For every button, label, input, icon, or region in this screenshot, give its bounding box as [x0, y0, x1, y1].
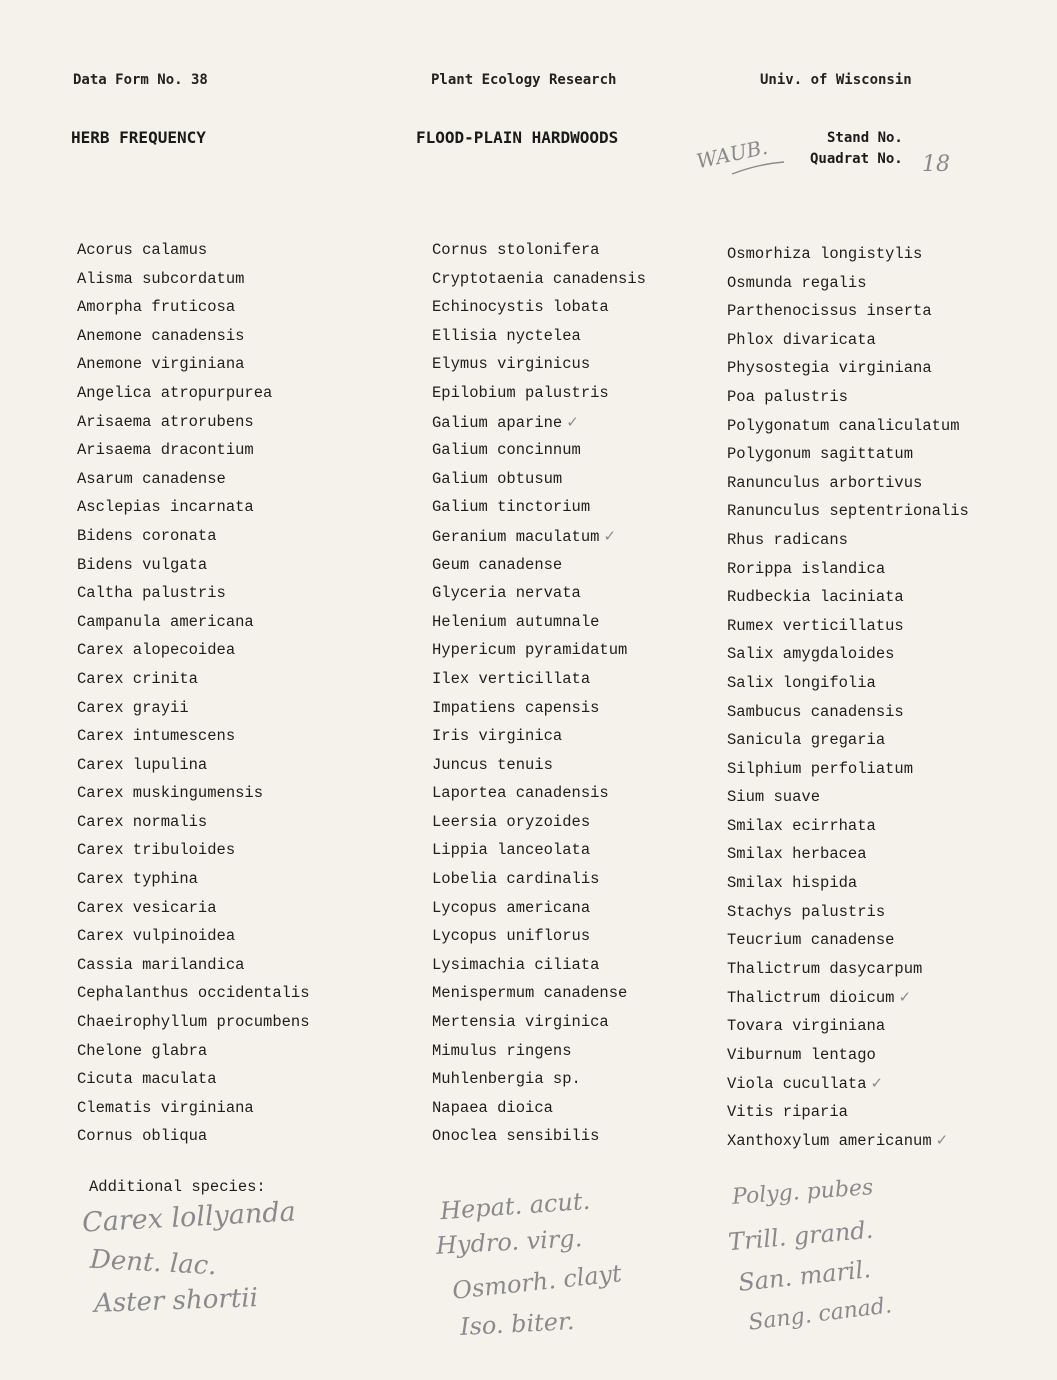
species-name: Sanicula gregaria	[727, 731, 886, 750]
species-name: Carex typhina	[77, 870, 198, 889]
species-name: Tovara virginiana	[727, 1017, 886, 1036]
species-name: Rumex verticillatus	[727, 616, 904, 635]
species-item	[727, 783, 969, 812]
species-item	[432, 636, 646, 665]
species-item	[432, 779, 646, 808]
species-name: Clematis virginiana	[77, 1098, 254, 1117]
species-item	[727, 412, 969, 441]
species-name: Sium suave	[727, 788, 821, 807]
species-name: Carex intumescens	[77, 727, 236, 746]
species-item	[432, 493, 646, 522]
checkmark-icon: ✓	[898, 988, 912, 1007]
species-item	[77, 808, 310, 837]
species-item	[432, 322, 646, 351]
species-item	[77, 751, 310, 780]
species-item	[432, 522, 646, 551]
species-name: Bidens vulgata	[77, 555, 208, 574]
species-name: Salix amygdaloides	[727, 645, 895, 664]
species-item	[77, 694, 310, 723]
species-item	[77, 436, 310, 465]
species-name: Hypericum pyramidatum	[432, 641, 628, 660]
species-item	[432, 751, 646, 780]
species-item	[727, 612, 969, 641]
species-item	[432, 465, 646, 494]
species-name: Leersia oryzoides	[432, 812, 591, 831]
species-item	[727, 497, 969, 526]
species-item	[432, 608, 646, 637]
species-name: Lycopus americana	[432, 898, 591, 917]
species-name: Galium obtusum	[432, 469, 563, 488]
additional-col3-line2: Trill. grand.	[727, 1215, 875, 1257]
species-item	[77, 465, 310, 494]
species-item	[77, 608, 310, 637]
species-column-3	[727, 240, 969, 1155]
species-name: Polygonatum canaliculatum	[727, 416, 960, 435]
species-name: Osmunda regalis	[727, 273, 867, 292]
species-item	[432, 808, 646, 837]
species-name: Thalictrum dioicum	[727, 989, 895, 1008]
species-name: Rhus radicans	[727, 530, 848, 549]
species-item	[432, 722, 646, 751]
species-item	[432, 579, 646, 608]
species-name: Ellisia nyctelea	[432, 326, 581, 345]
checkmark-icon: ✓	[870, 1074, 884, 1093]
additional-col2-line1: Hepat. acut.	[439, 1186, 591, 1226]
species-item	[432, 1094, 646, 1123]
species-item	[77, 579, 310, 608]
checkmark-icon: ✓	[603, 526, 617, 545]
species-name: Rudbeckia laciniata	[727, 588, 904, 607]
species-name: Iris virginica	[432, 727, 563, 746]
species-item	[727, 1041, 969, 1070]
species-name: Cryptotaenia canadensis	[432, 269, 646, 288]
species-item	[77, 1065, 310, 1094]
species-name: Epilobium palustris	[432, 383, 609, 402]
species-name: Smilax herbacea	[727, 845, 867, 864]
additional-col3-line1: Polyg. pubes	[731, 1175, 875, 1210]
species-name: Teucrium canadense	[727, 931, 895, 950]
species-name: Viburnum lentago	[727, 1045, 876, 1064]
species-name: Caltha palustris	[77, 584, 226, 603]
species-name: Arisaema atrorubens	[77, 412, 254, 431]
stand-number-label: Stand No.	[827, 130, 903, 146]
species-item	[77, 779, 310, 808]
species-name: Sambucus canadensis	[727, 702, 904, 721]
species-name: Juncus tenuis	[432, 755, 553, 774]
species-item	[77, 322, 310, 351]
species-item	[432, 979, 646, 1008]
species-name: Viola cucullata	[727, 1075, 867, 1094]
species-name: Silphium perfoliatum	[727, 759, 914, 778]
species-item	[727, 326, 969, 355]
species-item	[727, 840, 969, 869]
species-name: Mertensia virginica	[432, 1013, 609, 1032]
species-item	[77, 951, 310, 980]
additional-species-label: Additional species:	[89, 1178, 266, 1196]
species-item	[77, 1008, 310, 1037]
species-name: Acorus calamus	[77, 241, 208, 259]
species-item	[77, 493, 310, 522]
species-item	[77, 636, 310, 665]
species-item	[432, 1037, 646, 1066]
species-name: Stachys palustris	[727, 902, 886, 921]
species-item	[727, 383, 969, 412]
species-item	[77, 722, 310, 751]
species-name: Xanthoxylum americanum	[727, 1132, 932, 1151]
form-number: Data Form No. 38	[73, 72, 208, 88]
species-item	[432, 236, 646, 265]
species-name: Bidens coronata	[77, 526, 217, 545]
species-name: Smilax hispida	[727, 874, 858, 893]
species-item	[432, 436, 646, 465]
species-item	[727, 869, 969, 898]
species-item	[432, 1008, 646, 1037]
species-name: Cornus obliqua	[77, 1127, 208, 1146]
species-name: Impatiens capensis	[432, 698, 600, 717]
species-name: Poa palustris	[727, 387, 848, 406]
species-name: Glyceria nervata	[432, 584, 581, 603]
species-item	[727, 698, 969, 727]
species-name: Ranunculus septentrionalis	[727, 502, 969, 521]
species-name: Lobelia cardinalis	[432, 870, 600, 889]
species-item	[727, 955, 969, 984]
species-name: Carex normalis	[77, 812, 208, 831]
species-item	[727, 1098, 969, 1127]
species-name: Anemone virginiana	[77, 355, 245, 374]
species-name: Ranunculus arbortivus	[727, 473, 923, 492]
species-name: Mimulus ringens	[432, 1041, 572, 1060]
checkmark-icon: ✓	[566, 412, 579, 431]
species-name: Asclepias incarnata	[77, 498, 254, 517]
species-item	[727, 269, 969, 298]
quadrat-number-label: Quadrat No.	[810, 151, 903, 167]
species-item	[432, 1065, 646, 1094]
species-item	[727, 240, 969, 269]
species-name: Carex grayii	[77, 698, 189, 717]
species-item	[432, 894, 646, 923]
species-item	[77, 408, 310, 437]
species-name: Rorippa islandica	[727, 559, 886, 578]
species-name: Cornus stolonifera	[432, 241, 600, 259]
species-item	[432, 350, 646, 379]
species-item	[77, 922, 310, 951]
additional-col1-line1: Carex lollyanda	[81, 1196, 297, 1239]
university-name: Univ. of Wisconsin	[760, 72, 912, 88]
species-item	[432, 1122, 646, 1151]
species-name: Echinocystis lobata	[432, 298, 609, 317]
species-item	[77, 350, 310, 379]
species-item	[77, 979, 310, 1008]
species-item	[432, 551, 646, 580]
species-name: Menispermum canadense	[432, 984, 628, 1003]
species-column-2	[432, 236, 646, 1151]
species-item	[727, 583, 969, 612]
species-item	[432, 836, 646, 865]
species-item	[727, 526, 969, 555]
species-item	[77, 894, 310, 923]
species-name: Geum canadense	[432, 555, 563, 574]
species-item	[77, 293, 310, 322]
community-title: FLOOD-PLAIN HARDWOODS	[416, 128, 619, 147]
species-item	[727, 440, 969, 469]
species-name: Carex lupulina	[77, 755, 208, 774]
species-name: Chelone glabra	[77, 1041, 208, 1060]
species-item	[432, 865, 646, 894]
species-item	[727, 898, 969, 927]
species-name: Angelica atropurpurea	[77, 383, 273, 402]
species-item	[727, 1126, 969, 1155]
species-item	[727, 469, 969, 498]
species-name: Galium concinnum	[432, 441, 581, 460]
species-name: Chaeirophyllum procumbens	[77, 1013, 310, 1032]
additional-col1-line3: Aster shortii	[93, 1283, 259, 1319]
species-item	[432, 694, 646, 723]
species-name: Anemone canadensis	[77, 326, 245, 345]
species-name: Asarum canadense	[77, 469, 226, 488]
species-item	[727, 755, 969, 784]
species-item	[727, 555, 969, 584]
checkmark-icon: ✓	[935, 1131, 949, 1150]
species-item	[432, 922, 646, 951]
species-item	[77, 1122, 310, 1151]
species-name: Geranium maculatum	[432, 527, 600, 546]
species-name: Muhlenbergia sp.	[432, 1070, 581, 1089]
species-name: Laportea canadensis	[432, 784, 609, 803]
species-item	[432, 665, 646, 694]
additional-col3-line4: Sang. canad.	[747, 1293, 894, 1336]
species-item	[727, 812, 969, 841]
species-item	[727, 726, 969, 755]
species-item	[432, 951, 646, 980]
species-name: Ilex verticillata	[432, 669, 591, 688]
species-item	[727, 669, 969, 698]
additional-col3-line3: San. maril.	[736, 1255, 873, 1297]
species-item	[77, 379, 310, 408]
quadrat-handwritten-value: 18	[922, 152, 950, 177]
species-name: Cassia marilandica	[77, 955, 245, 974]
species-name: Lippia lanceolata	[432, 841, 591, 860]
species-name: Cephalanthus occidentalis	[77, 984, 310, 1003]
species-item	[727, 1069, 969, 1098]
species-name: Polygonum sagittatum	[727, 445, 914, 464]
species-item	[77, 865, 310, 894]
additional-col1-line2: Dent. lac.	[89, 1244, 218, 1282]
species-name: Galium aparine	[432, 413, 563, 432]
species-item	[77, 265, 310, 294]
organization-name: Plant Ecology Research	[431, 72, 617, 88]
species-name: Helenium autumnale	[432, 612, 600, 631]
form-title: HERB FREQUENCY	[71, 128, 206, 147]
species-item	[77, 665, 310, 694]
species-item	[432, 408, 646, 437]
underline-stroke	[728, 158, 788, 178]
species-item	[727, 640, 969, 669]
species-name: Vitis riparia	[727, 1102, 848, 1121]
species-item	[727, 926, 969, 955]
species-name: Parthenocissus inserta	[727, 302, 932, 321]
species-item	[727, 354, 969, 383]
species-item	[727, 983, 969, 1012]
species-item	[77, 1094, 310, 1123]
additional-col2-line4: Iso. biter.	[459, 1307, 576, 1341]
species-name: Amorpha fruticosa	[77, 298, 236, 317]
species-name: Carex crinita	[77, 669, 198, 688]
species-name: Cicuta maculata	[77, 1070, 217, 1089]
species-name: Lycopus uniflorus	[432, 927, 591, 946]
species-name: Carex vesicaria	[77, 898, 217, 917]
species-item	[432, 265, 646, 294]
additional-col2-line3: Osmorh. clayt	[451, 1259, 624, 1305]
species-name: Lysimachia ciliata	[432, 955, 600, 974]
species-item	[727, 297, 969, 326]
species-name: Carex tribuloides	[77, 841, 236, 860]
species-name: Thalictrum dasycarpum	[727, 959, 923, 978]
species-name: Carex alopecoidea	[77, 641, 236, 660]
species-item	[77, 522, 310, 551]
species-name: Physostegia virginiana	[727, 359, 932, 378]
species-name: Salix longifolia	[727, 673, 876, 692]
species-item	[77, 236, 310, 265]
species-item	[77, 551, 310, 580]
species-item	[432, 379, 646, 408]
species-column-1	[77, 236, 310, 1151]
species-name: Phlox divaricata	[727, 330, 876, 349]
species-item	[727, 1012, 969, 1041]
species-name: Arisaema dracontium	[77, 441, 254, 460]
species-name: Galium tinctorium	[432, 498, 591, 517]
species-item	[432, 293, 646, 322]
species-name: Onoclea sensibilis	[432, 1127, 600, 1146]
species-name: Alisma subcordatum	[77, 269, 245, 288]
species-name: Campanula americana	[77, 612, 254, 631]
stand-handwritten-value: WAUB.	[694, 134, 770, 174]
species-name: Carex vulpinoidea	[77, 927, 236, 946]
additional-col2-line2: Hydro. virg.	[435, 1224, 583, 1260]
species-name: Osmorhiza longistylis	[727, 245, 923, 263]
species-name: Smilax ecirrhata	[727, 816, 876, 835]
species-item	[77, 836, 310, 865]
species-name: Carex muskingumensis	[77, 784, 264, 803]
species-name: Elymus virginicus	[432, 355, 591, 374]
species-name: Napaea dioica	[432, 1098, 553, 1117]
species-item	[77, 1037, 310, 1066]
